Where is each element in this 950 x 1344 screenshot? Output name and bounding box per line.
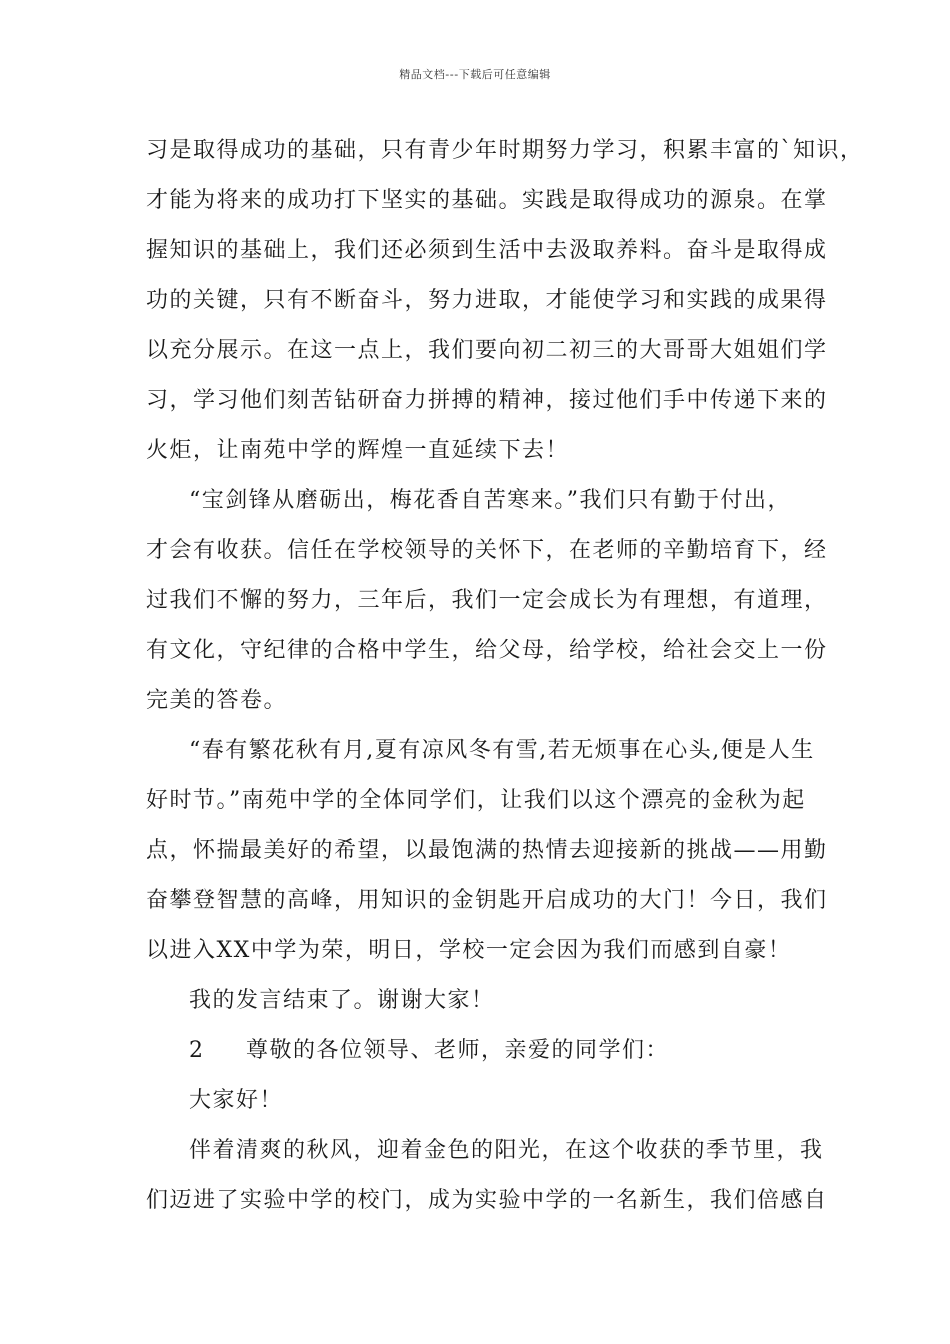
text-line: 握知识的基础上，我们还必须到生活中去汲取养料。奋斗是取得成 xyxy=(146,238,828,263)
text-line: 奋攀登智慧的高峰，用知识的金钥匙开启成功的大门！今日，我们 xyxy=(146,888,828,913)
text-line: 有文化，守纪律的合格中学生，给父母，给学校，给社会交上一份 xyxy=(146,638,828,663)
page-header: 精品文档---下载后可任意编辑 xyxy=(399,68,551,81)
text-line: 功的关键，只有不断奋斗，努力进取，才能使学习和实践的成果得 xyxy=(146,288,828,313)
text-line: 习，学习他们刻苦钻研奋力拼搏的精神，接过他们手中传递下来的 xyxy=(146,388,828,413)
text-line: 好时节。”南苑中学的全体同学们，让我们以这个漂亮的金秋为起 xyxy=(146,788,806,813)
text-line: 过我们不懈的努力，三年后，我们一定会成长为有理想，有道理， xyxy=(146,588,828,613)
text-line: 以进入XX中学为荣，明日，学校一定会因为我们而感到自豪！ xyxy=(146,938,792,963)
section-number: 2 xyxy=(189,1038,205,1063)
section-heading-line xyxy=(189,1036,669,1066)
text-line: 才能为将来的成功打下坚实的基础。实践是取得成功的源泉。在掌 xyxy=(146,188,828,213)
text-line: 点，怀揣最美好的希望，以最饱满的热情去迎接新的挑战——用勤 xyxy=(146,838,828,863)
text-line: 以充分展示。在这一点上，我们要向初二初三的大哥哥大姐姐们学 xyxy=(146,338,828,363)
text-line: 才会有收获。信任在学校领导的关怀下，在老师的辛勤培育下，经 xyxy=(146,538,828,563)
text-line: “宝剑锋从磨砺出，梅花香自苦寒来。”我们只有勤于付出， xyxy=(189,488,791,513)
text-line: 大家好！ xyxy=(189,1088,284,1113)
text-line: 完美的答卷。 xyxy=(146,688,288,713)
text-line: 们迈进了实验中学的校门，成为实验中学的一名新生，我们倍感自 xyxy=(146,1188,828,1213)
text-line: 我的发言结束了。谢谢大家！ xyxy=(189,988,495,1013)
text-line: 伴着清爽的秋风，迎着金色的阳光，在这个收获的季节里，我 xyxy=(189,1138,824,1163)
text-line: “春有繁花秋有月,夏有凉风冬有雪,若无烦事在心头,便是人生 xyxy=(189,738,815,763)
text-line: 火炬，让南苑中学的辉煌一直延续下去！ xyxy=(146,438,570,463)
text-line: 习是取得成功的基础，只有青少年时期努力学习，积累丰富的`知识， xyxy=(146,138,864,163)
salutation-text: 尊敬的各位领导、老师，亲爱的同学们： xyxy=(246,1038,670,1063)
